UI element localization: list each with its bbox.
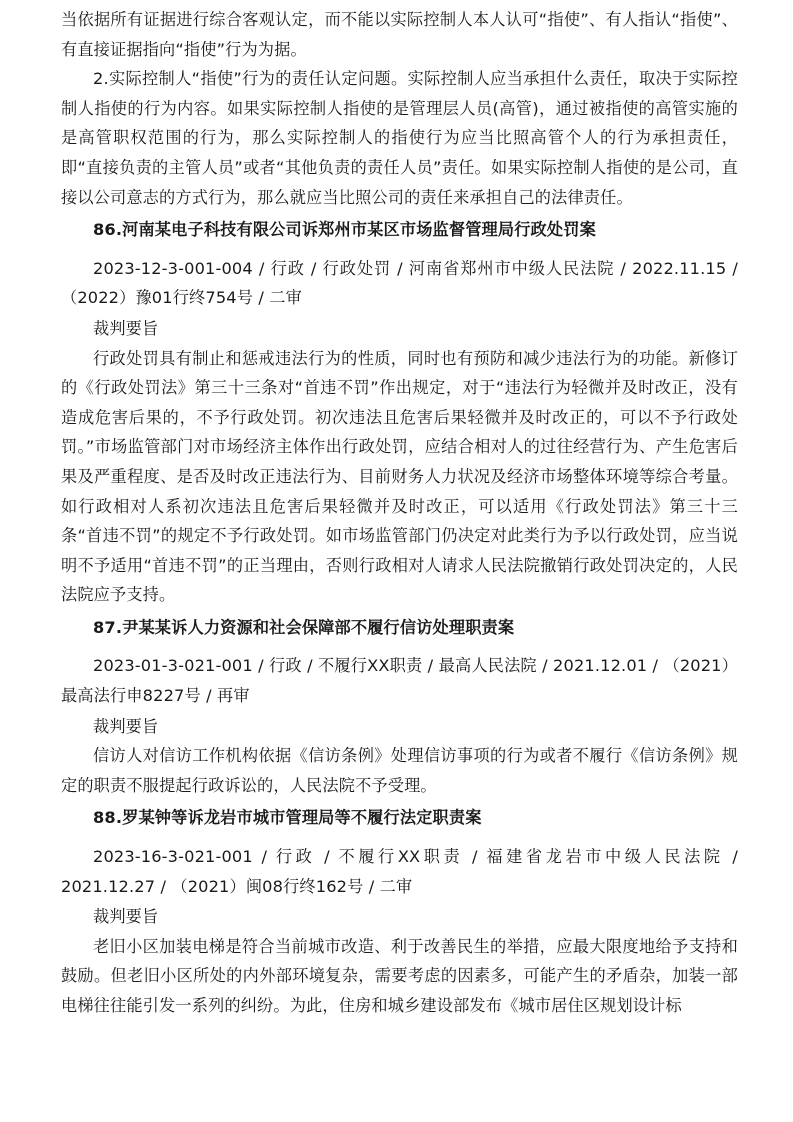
case-summary-text: 信访人对信访工作机构依据《信访条例》处理信访事项的行为或者不履行《信访条例》规定的职责不服提起行政诉讼的，人民法院不予受理。 <box>61 746 738 795</box>
body-paragraph-continued: 当依据所有证据进行综合客观认定，而不能以实际控制人本人认可“指使”、有人指认“指使”、有直接证据指向“指使”行为为据。 <box>61 10 738 59</box>
case-summary-label: 裁判要旨 <box>93 907 159 927</box>
case-87 <box>61 613 738 801</box>
case-title: 88.罗某钟等诉龙岩市城市管理局等不履行法定职责案 <box>93 808 482 828</box>
case-86 <box>61 215 738 610</box>
case-title: 87.尹某某诉人力资源和社会保障部不履行信访处理职责案 <box>93 617 515 637</box>
case-metadata: 2023-01-3-021-001 / 行政 / 不履行XX职责 / 最高人民法院 / 2021.12.01 / （2021）最高法行申8227号 / 再审 <box>61 656 738 706</box>
case-metadata: 2023-12-3-001-004 / 行政 / 行政处罚 / 河南省郑州市中级人民法院 / 2022.11.15 / （2022）豫01行终754号 / 二审 <box>61 258 738 308</box>
body-paragraph-responsibility: 2.实际控制人“指使”行为的责任认定问题。实际控制人应当承担什么责任，取决于实际控制人指使的行为内容。如果实际控制人指使的是管理层人员(高管)，通过被指使的高管实施的是高管职权范围的行为，那么实际控制人的指使行为应当比照高管个人的行为承担责任，即“直接负责的主管人员”或者“其他负责的责任人员”责任。如果实际控制人指使的是公司，直接以公司意志的方式行为，那么就应当比照公司的责任来承担自己的法律责任。 <box>61 69 738 207</box>
case-summary-label: 裁判要旨 <box>93 716 159 736</box>
case-metadata: 2023-16-3-021-001 / 行政 / 不履行XX职责 / 福建省龙岩市中级人民法院 / 2021.12.27 / （2021）闽08行终162号 / 二审 <box>61 847 738 896</box>
case-summary-text: 行政处罚具有制止和惩戒违法行为的性质，同时也有预防和减少违法行为的功能。新修订的《行政处罚法》第三十三条对“首违不罚”作出规定，对于“违法行为轻微并及时改正，没有造成危害后果的，不予行政处罚。初次违法且危害后果轻微并及时改正的，可以不予行政处罚。”市场监管部门对市场经济主体作出行政处罚，应结合相对人的过往经营行为、产生危害后果及严重程度、是否及时改正违法行为、目前财务人力状况及经济市场整体环境等综合考量。如行政相对人系初次违法且危害后果轻微并及时改正，可以适用《行政处罚法》第三十三条“首违不罚”的规定不予行政处罚。如市场监管部门仍决定对此类行为予以行政处罚，应当说明不予适用“首违不罚”的正当理由，否则行政相对人请求人民法院撤销行政处罚决定的，人民法院应予支持。 <box>61 348 738 605</box>
case-title: 86.河南某电子科技有限公司诉郑州市某区市场监督管理局行政处罚案 <box>93 220 596 240</box>
case-summary-text: 老旧小区加装电梯是符合当前城市改造、利于改善民生的举措，应最大限度地给予支持和鼓励。但老旧小区所处的内外部环境复杂，需要考虑的因素多，可能产生的矛盾杂，加装一部电梯往往能引发一系列的纠纷。为此，住房和城乡建设部发布《城市居住区规划设计标 <box>61 936 738 1015</box>
document-page <box>61 0 738 1021</box>
case-88 <box>61 803 738 1020</box>
case-summary-label: 裁判要旨 <box>93 318 159 338</box>
